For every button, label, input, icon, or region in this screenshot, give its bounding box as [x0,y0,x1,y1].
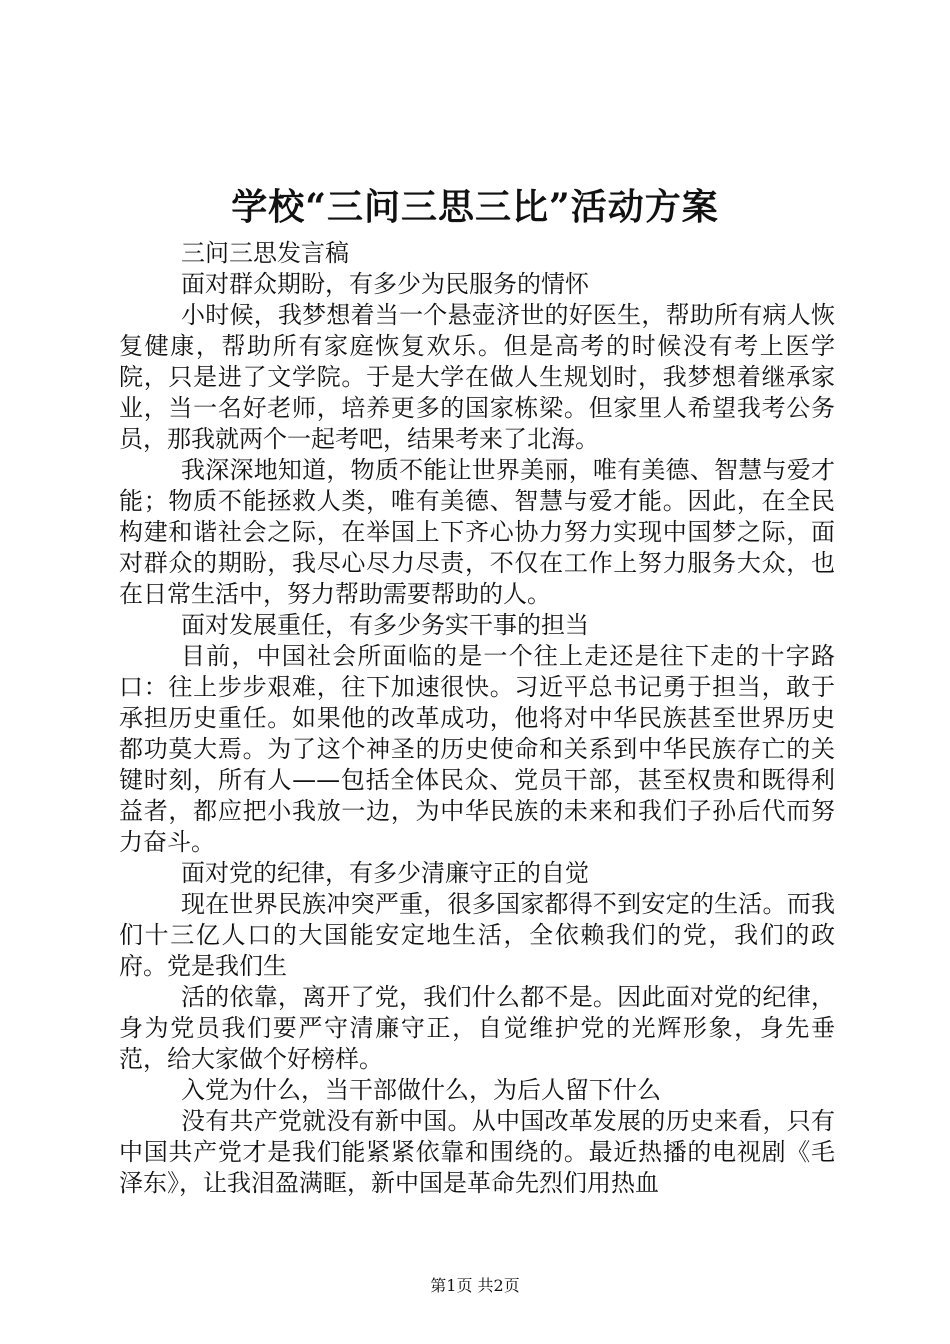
section-heading: 入党为什么，当干部做什么，为后人留下什么 [181,1076,661,1104]
section-heading: 面对发展重任，有多少务实干事的担当 [181,611,589,639]
paragraph: 目前，中国社会所面临的是一个往上走还是往下走的十字路口：往上步步艰难，往下加速很快。习近平总书记勇于担当，敢于承担历史重任。如果他的改革成功，他将对中华民族甚至世界历史都功莫大焉。为了这个神圣的历史使命和关系到中华民族存亡的关键时刻，所有人——包括全体民众、党员干部，甚至权贵和既得利益者，都应把小我放一边，为中华民族的未来和我们子孙后代而努力奋斗。 [119,642,835,856]
paragraph: 我深深地知道，物质不能让世界美丽，唯有美德、智慧与爱才能；物质不能拯救人类，唯有美德、智慧与爱才能。因此，在全民构建和谐社会之际，在举国上下齐心协力努力实现中国梦之际，面对群众的期盼，我尽心尽力尽责，不仅在工作上努力服务大众，也在日常生活中，努力帮助需要帮助的人。 [119,456,835,608]
page-footer: 第1页 共2页 [430,1276,520,1295]
paragraph: 现在世界民族冲突严重，很多国家都得不到安定的生活。而我们十三亿人口的大国能安定地生活，全依赖我们的党，我们的政府。党是我们生 [119,890,835,980]
paragraph: 没有共产党就没有新中国。从中国改革发展的历史来看，只有中国共产党才是我们能紧紧依靠和围绕的。最近热播的电视剧《毛泽东》，让我泪盈满眶，新中国是革命先烈们用热血 [119,1107,835,1197]
document-body [119,238,835,1199]
paragraph: 三问三思发言稿 [181,239,349,267]
section-heading: 面对党的纪律，有多少清廉守正的自觉 [181,859,589,887]
document-title: 学校“三问三思三比”活动方案 [231,186,719,228]
paragraph: 小时候，我梦想着当一个悬壶济世的好医生，帮助所有病人恢复健康，帮助所有家庭恢复欢乐。但是高考的时候没有考上医学院，只是进了文学院。于是大学在做人生规划时，我梦想着继承家业，当一名好老师，培养更多的国家栋梁。但家里人希望我考公务员，那我就两个一起考吧，结果考来了北海。 [119,301,835,453]
section-heading: 面对群众期盼，有多少为民服务的情怀 [181,270,589,298]
paragraph: 活的依靠，离开了党，我们什么都不是。因此面对党的纪律，身为党员我们要严守清廉守正，自觉维护党的光辉形象，身先垂范，给大家做个好榜样。 [119,983,835,1073]
